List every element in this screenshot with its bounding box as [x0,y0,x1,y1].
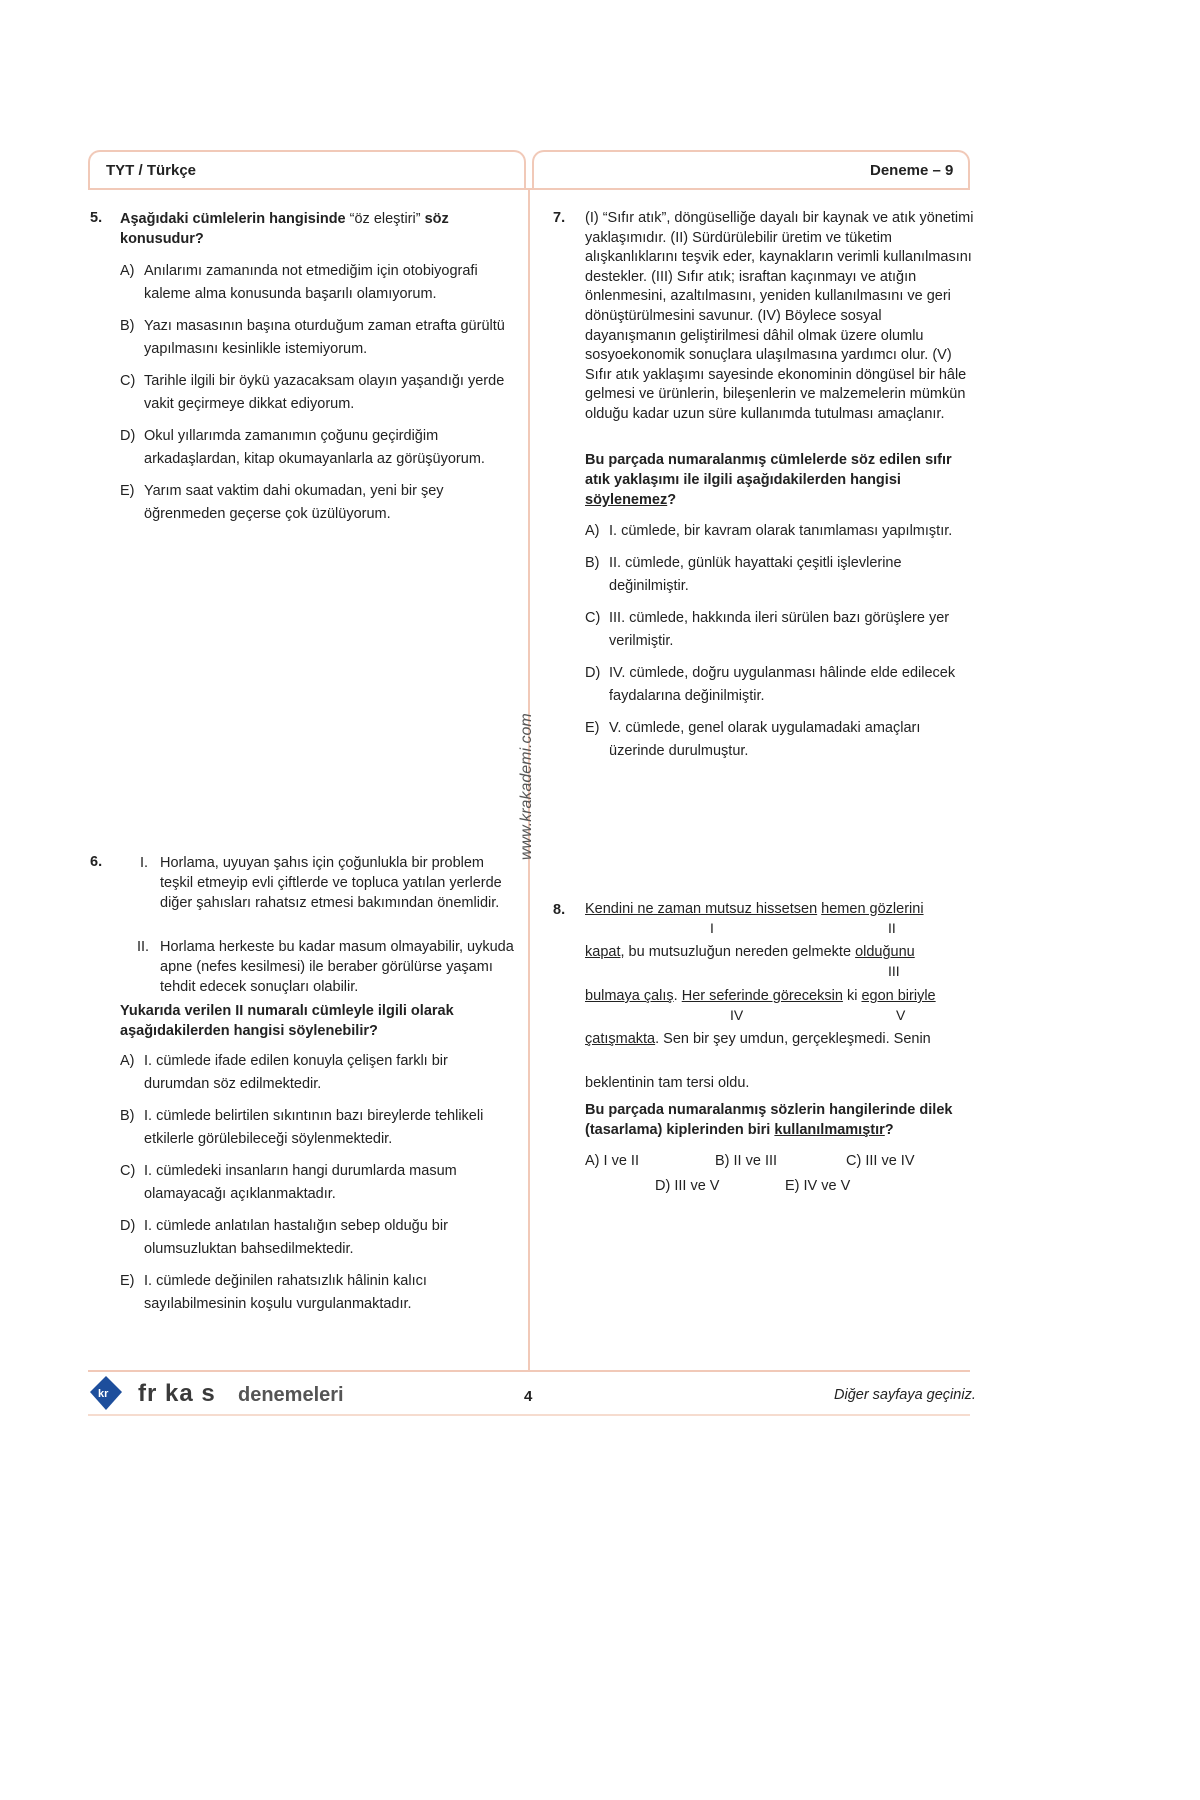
svg-text:kr: kr [98,1388,109,1400]
q8-question: Bu parçada numaralanmış sözlerin hangilerinde dilek (tasarlama) kiplerinden biri kullanılmamıştır? [585,1102,953,1138]
q8-option-c[interactable]: C) III ve IV [846,1153,915,1169]
q6-item2-label: II. [137,939,150,955]
q5-option-c[interactable]: C) Tarihle ilgili bir öykü yazacaksam olayın yaşandığı yerde vakit geçirmeye dikkat ediyorum. [120,373,505,412]
q8-numeral-4: IV [730,1007,744,1023]
q7-option-d[interactable]: D) IV. cümlede, doğru uygulanması hâlinde elde edilecek faydalarına değinilmiştir. [585,665,956,704]
q8-option-e[interactable]: E) IV ve V [785,1178,851,1194]
q6-item1-label: I. [140,855,149,871]
q7-number: 7. [553,210,566,226]
q7-question: Bu parçada numaralanmış cümlelerde söz edilen sıfır atık yaklaşımı ile ilgili aşağıdakilerden hangisi söylenemez? [585,452,952,508]
q7-passage: (I) “Sıfır atık”, döngüselliğe dayalı bir kaynak ve atık yönetimi yaklaşımıdır. (II) Sürdürülebilir üretim ve tüketim alışkanlıklarını teşvik eder, kaynakların verimli kullanılmasını destekler. (III) Sıfır atık; israftan kaçınmayı ve atığın önlenmesini, azaltılmasını, yeniden kullanılmasını ve geri dönüştürülmesini savunur. (IV) Böylece sosyal dayanışmanın geliştirilmesi dâhil olmak üzere olumlu sosyoekonomik sonuçlara ulaşılmasına yardımcı olur. (V) Sıfır atık yaklaşımı sayesinde ekonominin döngüsel bir hâle gelmesi ve ürünlerin, bileşenlerin ve malzemelerin mümkün olduğu kadar uzun süre kullanımda tutulması amaçlanır. [585,210,974,422]
q6-item1-text: Horlama, uyuyan şahıs için çoğunlukla bir problem teşkil etmeyip evli çiftlerde ve topluca yatılan yerlerde diğer şahısları rahatsız etmesi bakımından önemlidir. [160,855,502,911]
q7-option-b[interactable]: B) II. cümlede, günlük hayattaki çeşitli işlevlerine değinilmiştir. [585,555,902,594]
footer-rule-lower [88,1414,970,1416]
q8-option-a[interactable]: A) I ve II [585,1153,639,1169]
logo-subtitle: denemeleri [238,1384,344,1406]
q8-line-2: kapat, bu mutsuzluğun nereden gelmekte olduğunu [585,944,915,960]
q5-option-e[interactable]: E) Yarım saat vaktim dahi okumadan, yeni bir şey öğrenmeden geçerse çok üzülüyorum. [120,483,444,522]
header-subject: TYT / Türkçe [106,162,197,179]
q8-line-4: çatışmakta. Sen bir şey umdun, gerçekleşmedi. Senin [585,1031,931,1047]
q8-option-d[interactable]: D) III ve V [655,1178,720,1194]
q8-phrase-3: olduğunu [855,944,915,960]
q8-phrase-1: Kendini ne zaman mutsuz hissetsen [585,901,818,917]
q6-option-d[interactable]: D) I. cümlede anlatılan hastalığın sebep olduğu bir olumsuzluktan bahsedilmektedir. [120,1218,448,1257]
q6-option-a[interactable]: A) I. cümlede ifade edilen konuyla çelişen farklı bir durumdan söz edilmektedir. [120,1053,448,1092]
q8-phrase-3b: bulmaya çalış [585,988,674,1004]
q6-option-e[interactable]: E) I. cümlede değinilen rahatsızlık hâlinin kalıcı sayılabilmesinin koşulu vurgulanmaktadır. [120,1273,427,1312]
q8-phrase-5: egon biriyle [861,988,936,1004]
q6-question: Yukarıda verilen II numaralı cümleyle ilgili olarak aşağıdakilerden hangisi söylenebilir? [120,1003,454,1039]
q5-option-a[interactable]: A) Anılarımı zamanında not etmediğim için otobiyografi kaleme alma konusunda başarılı olamıyorum. [120,263,478,302]
page-number: 4 [524,1388,533,1405]
q8-phrase-2: hemen gözlerini [821,901,924,917]
header-exam-label: Deneme – 9 [870,162,954,179]
q6-number: 6. [90,854,103,870]
q7-option-a[interactable]: A) I. cümlede, bir kavram olarak tanımlaması yapılmıştır. [585,523,953,539]
watermark: www.krakademi.com [518,713,535,860]
q5-option-d[interactable]: D) Okul yıllarımda zamanımın çoğunu geçirdiğim arkadaşlardan, kitap okumayanlarla az görüşüyorum. [120,428,485,467]
q6-item2-text: Horlama herkeste bu kadar masum olmayabilir, uykuda apne (nefes kesilmesi) ile beraber görülürse yaşamı tehdit edecek sonuçları olabilir. [160,939,514,995]
q8-line-5: beklentinin tam tersi oldu. [585,1075,750,1091]
q8-line-1 [585,901,924,917]
q7-option-e[interactable]: E) V. cümlede, genel olarak uygulamadaki amaçları üzerinde durulmuştur. [585,720,921,759]
next-page-note: Diğer sayfaya geçiniz. [834,1387,976,1403]
q8-phrase-4: Her seferinde göreceksin [681,988,843,1004]
q8-numeral-3: III [888,963,900,979]
q8-number: 8. [553,902,566,918]
q8-phrase-5b: çatışmakta [585,1031,656,1047]
q8-numeral-2: II [888,920,896,936]
publisher-emblem-icon [90,1376,122,1410]
q6-option-b[interactable]: B) I. cümlede belirtilen sıkıntının bazı bireylerde tehlikeli etkilerle görülebileceği söylenmektedir. [120,1108,484,1147]
q8-numeral-1: I [710,920,714,936]
q5-stem: Aşağıdaki cümlelerin hangisinde “öz eleştiri” söz konusudur? [120,211,449,247]
q7-option-c[interactable]: C) III. cümlede, hakkında ileri sürülen bazı görüşlere yer verilmiştir. [585,610,950,649]
q5-option-b[interactable]: B) Yazı masasının başına oturduğum zaman etrafta gürültü yapılmasını kesinlikle istemiyorum. [120,318,505,357]
q8-numeral-5: V [896,1007,906,1023]
q8-line-3: bulmaya çalış. Her seferinde göreceksin ki egon biriyle [585,988,936,1004]
q8-phrase-2b: kapat [585,944,621,960]
q8-option-b[interactable]: B) II ve III [715,1153,778,1169]
logo-text: fr ka s [138,1380,216,1407]
footer-rule [88,1370,970,1372]
q6-option-c[interactable]: C) I. cümledeki insanların hangi durumlarda masum olamayacağı açıklanmaktadır. [120,1163,457,1202]
q5-number: 5. [90,210,103,226]
